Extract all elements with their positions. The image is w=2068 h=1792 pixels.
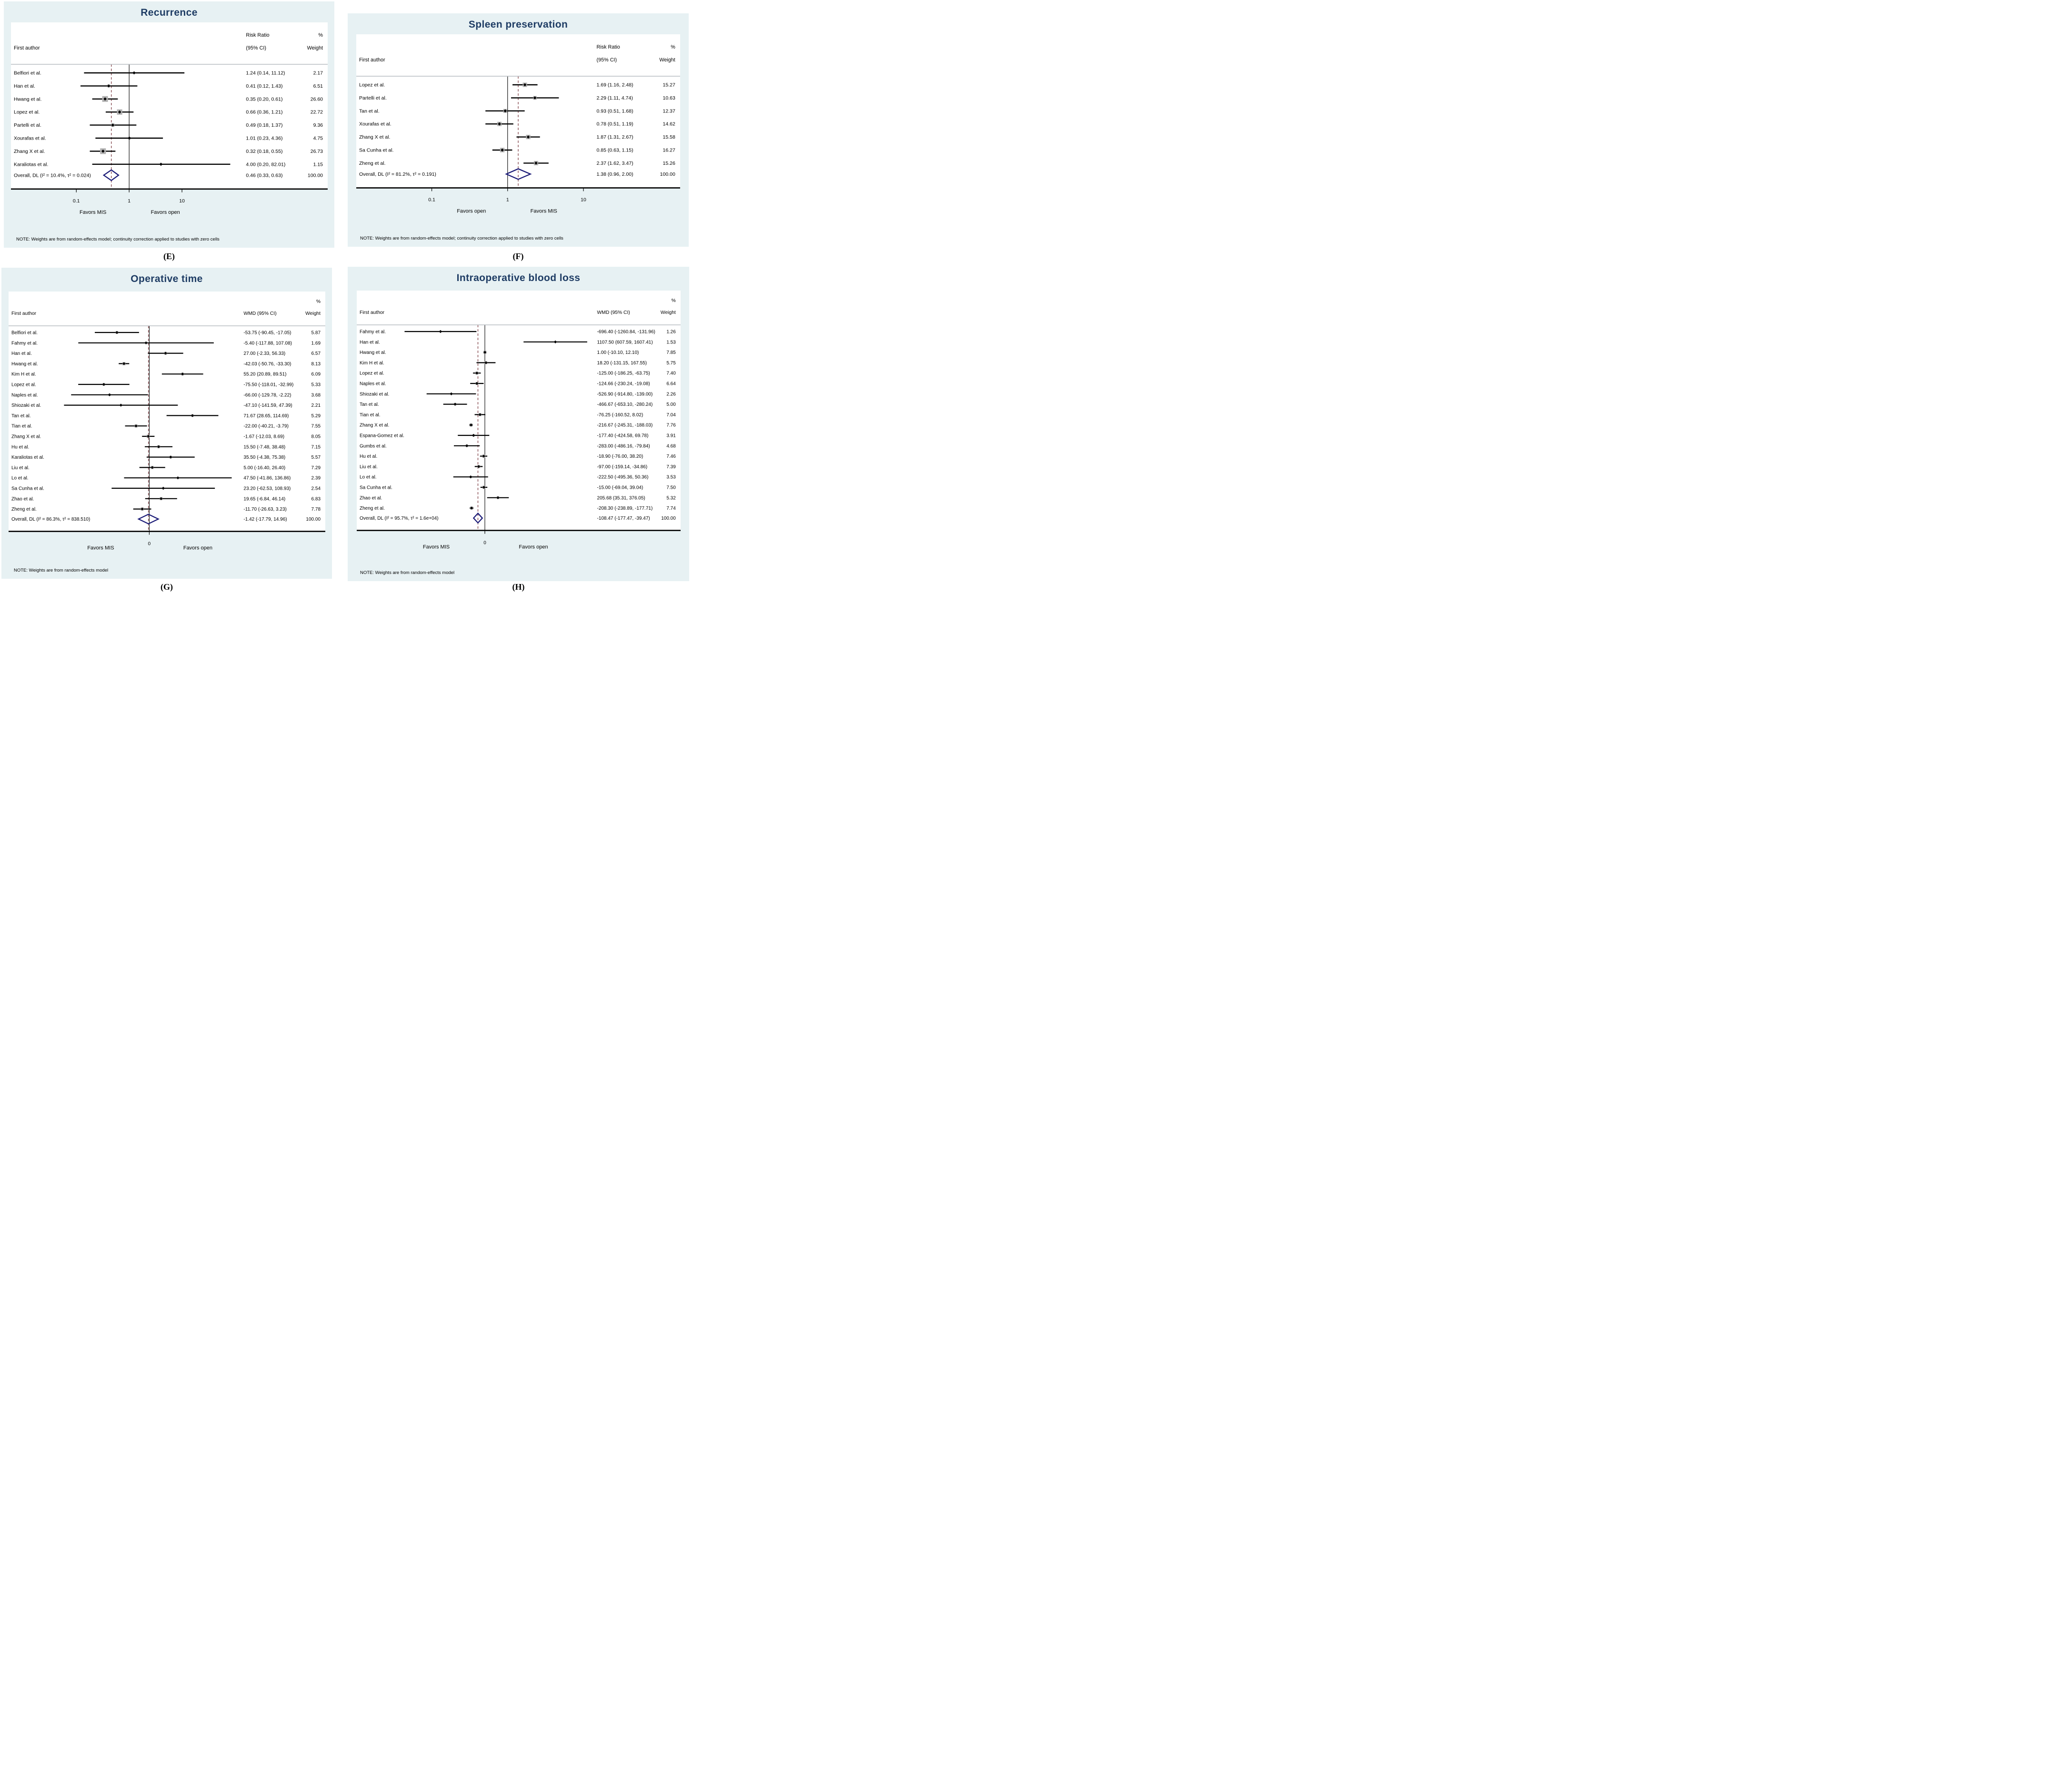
study-ci-text: 0.66 (0.36, 1.21) [245,109,282,115]
plot-background [357,291,681,531]
overall-label: Overall, DL (I² = 95.7%, τ² = 1.6e+04) [359,516,439,522]
header-effect-line2: (95% CI) [245,45,266,51]
overall-weight: 100.00 [307,172,323,179]
study-weight: 8.13 [311,361,321,367]
overall-ci-text: -1.42 (-17.79, 14.96) [243,517,287,523]
study-author: Fahmy et al. [11,341,38,346]
favors-right-label: Favors open [151,209,180,215]
study-weight: 14.62 [663,121,675,127]
overall-weight: 100.00 [305,517,321,523]
panel-recurrence [4,1,334,248]
study-ci-text: -208.30 (-238.89, -177.71) [597,506,653,512]
study-author: Liu et al. [11,465,30,471]
header-effect-line1: Risk Ratio [245,32,270,38]
study-author: Xourafas et al. [359,121,392,127]
panel-spleen-preservation [348,13,689,247]
study-author: Sa Cunha et al. [359,147,394,153]
study-ci-text: 1107.50 (607.59, 1607.41) [597,340,653,345]
study-author: Tan et al. [11,413,31,419]
study-weight: 22.72 [310,109,323,115]
study-ci-text: 4.00 (0.20, 82.01) [245,161,285,168]
favors-right-label: Favors MIS [530,208,557,214]
study-weight: 5.29 [311,413,321,419]
study-ci-text: -47.10 (-141.59, 47.39) [243,403,292,409]
study-weight: 4.75 [313,135,323,141]
study-author: Fahmy et al. [359,329,386,335]
x-axis-tick-label: 0 [483,540,486,546]
header-weight: Weight [305,311,321,316]
study-weight: 2.17 [313,70,323,76]
study-ci-text: -42.03 (-50.76, -33.30) [243,361,291,367]
study-ci-text: 18.20 (-131.15, 167.55) [597,360,647,366]
study-author: Hu et al. [359,454,377,460]
panel-title-recurrence: Recurrence [141,7,198,18]
study-weight: 1.26 [666,329,676,335]
study-author: Kim H et al. [359,360,384,366]
overall-weight: 100.00 [660,171,675,177]
x-axis-tick-label: 1 [506,197,509,203]
study-weight: 26.73 [310,148,323,154]
study-ci-text: -216.67 (-245.31, -188.03) [597,423,653,428]
study-ci-text: 0.85 (0.63, 1.15) [596,147,633,153]
favors-left-label: Favors MIS [79,209,106,215]
study-author: Liu et al. [359,464,378,470]
study-author: Zheng et al. [359,506,385,512]
study-ci-text: -76.25 (-160.52, 8.02) [597,412,643,418]
study-author: Zhang X et al. [13,148,45,154]
study-ci-text: -5.40 (-117.88, 107.08) [243,341,292,346]
study-author: Zheng et al. [359,160,386,166]
study-ci-text: -283.00 (-486.16, -79.84) [597,443,650,449]
study-author: Lo et al. [11,475,29,481]
study-ci-text: -97.00 (-159.14, -34.86) [597,464,647,470]
study-ci-text: 15.50 (-7.48, 38.48) [243,444,285,450]
study-weight: 16.27 [663,147,675,153]
panel-operative-time [1,268,332,579]
study-weight: 8.05 [311,434,321,440]
study-ci-text: 205.68 (35.31, 376.05) [597,495,645,501]
favors-left-label: Favors MIS [422,544,450,550]
overall-weight: 100.00 [661,516,676,522]
study-weight: 6.09 [311,372,321,377]
study-author: Zhao et al. [359,495,382,501]
study-ci-text: 1.69 (1.16, 2.48) [596,82,633,88]
study-ci-text: 23.20 (-62.53, 108.93) [243,486,291,492]
study-author: Sa Cunha et al. [359,485,392,491]
header-effect-line2: WMD (95% CI) [243,311,277,316]
study-weight: 2.26 [666,392,676,397]
forest-plot-recurrence [11,22,328,216]
study-weight: 7.04 [666,412,676,418]
study-author: Tian et al. [11,423,32,429]
header-first-author: First author [359,310,384,315]
study-ci-text: -696.40 (-1260.84, -131.96) [597,329,655,335]
study-ci-text: 1.87 (1.31, 2.67) [596,134,633,141]
study-weight: 2.39 [311,475,321,481]
study-weight: 3.91 [666,433,676,439]
panel-note: NOTE: Weights are from random-effects model [360,570,455,575]
study-ci-text: -124.66 (-230.24, -19.08) [597,381,650,387]
study-ci-text: -177.40 (-424.58, 69.78) [597,433,648,439]
study-author: Naples et al. [359,381,386,387]
header-first-author: First author [11,311,36,316]
study-weight: 7.15 [311,444,321,450]
study-author: Belfiori et al. [11,330,38,336]
study-weight: 7.39 [666,464,676,470]
study-weight: 5.75 [666,360,676,366]
study-weight: 7.46 [666,454,676,460]
study-ci-text: -15.00 (-69.04, 39.04) [597,485,643,491]
study-ci-text: 0.32 (0.18, 0.55) [245,148,282,154]
study-author: Partelli et al. [359,95,387,101]
panel-note: NOTE: Weights are from random-effects model; continuity correction applied to studies with zero cells [360,236,563,241]
x-axis-tick-label: 0 [148,541,151,547]
study-weight: 3.68 [311,393,321,398]
overall-label: Overall, DL (I² = 10.4%, τ² = 0.024) [13,172,91,179]
forest-plot-operative-time [9,292,325,552]
study-ci-text: 2.29 (1.11, 4.74) [596,95,633,101]
panel-note: NOTE: Weights are from random-effects model; continuity correction applied to studies with zero cells [16,237,220,242]
study-weight: 7.85 [666,350,676,356]
study-weight: 5.87 [311,330,321,336]
panel-note: NOTE: Weights are from random-effects model [14,568,109,573]
study-weight: 5.00 [666,402,676,408]
x-axis-tick-label: 0.1 [72,198,80,204]
study-weight: 2.54 [311,486,321,492]
study-weight: 5.32 [666,495,676,501]
x-axis-tick-label: 10 [581,197,586,203]
study-weight: 1.53 [666,340,676,345]
header-effect-line2: (95% CI) [596,57,617,63]
study-ci-text: -222.50 (-495.36, 50.36) [597,474,648,480]
study-ci-text: 2.37 (1.62, 3.47) [596,160,633,166]
study-author: Belfiori et al. [13,70,41,76]
study-ci-text: -125.00 (-186.25, -63.75) [597,371,650,376]
study-author: Hu et al. [11,444,29,450]
study-weight: 7.78 [311,507,321,513]
figure-forest-plots [0,0,690,597]
header-weight: Weight [307,45,323,51]
x-axis-tick-label: 0.1 [428,197,435,203]
header-percent: % [671,44,675,50]
header-weight: Weight [659,57,675,63]
study-ci-text: 1.01 (0.23, 4.36) [245,135,282,141]
study-author: Xourafas et al. [13,135,46,141]
study-ci-text: -466.67 (-653.10, -280.24) [597,402,653,408]
study-author: Hwang et al. [359,350,386,356]
study-ci-text: 0.35 (0.20, 0.61) [245,96,282,102]
study-weight: 5.33 [311,382,321,388]
study-ci-text: 0.93 (0.51, 1.68) [596,108,633,114]
study-author: Karaliotas et al. [13,161,48,168]
header-weight: Weight [660,310,676,315]
header-first-author: First author [13,45,40,51]
study-ci-text: -53.75 (-90.45, -17.05) [243,330,291,336]
study-author: Naples et al. [11,393,38,398]
study-author: Zhang X et al. [11,434,41,440]
panel-title-operative-time: Operative time [131,273,203,284]
figure-label-g: (G) [161,582,173,592]
overall-label: Overall, DL (I² = 86.3%, τ² = 838.510) [11,517,90,523]
study-weight: 7.29 [311,465,321,471]
favors-right-label: Favors open [518,544,548,550]
panel-intraoperative-blood-loss [348,267,689,581]
study-author: Espana-Gomez et al. [359,433,404,439]
favors-left-label: Favors open [457,208,486,214]
study-ci-text: 27.00 (-2.33, 56.33) [243,351,285,357]
study-weight: 15.26 [663,160,675,166]
study-ci-text: 5.00 (-16.40, 26.40) [243,465,285,471]
overall-ci-text: 0.46 (0.33, 0.63) [245,172,282,179]
study-ci-text: 19.65 (-6.84, 46.14) [243,496,285,502]
study-weight: 4.68 [666,443,676,449]
panel-title-spleen-preservation: Spleen preservation [468,19,568,30]
forest-plot-intraoperative-blood-loss [357,291,681,551]
figure-label-h: (H) [512,582,525,592]
favors-left-label: Favors MIS [87,545,114,551]
study-ci-text: 0.41 (0.12, 1.43) [245,83,282,89]
study-ci-text: 0.49 (0.18, 1.37) [245,122,282,129]
study-weight: 15.27 [663,82,675,88]
header-percent: % [316,299,321,304]
study-author: Tan et al. [359,402,379,408]
study-ci-text: -22.00 (-40.21, -3.79) [243,423,289,429]
study-author: Kim H et al. [11,372,36,377]
study-author: Tian et al. [359,412,381,418]
header-percent: % [318,32,323,38]
study-weight: 10.63 [663,95,675,101]
study-author: Zhang X et al. [359,423,389,428]
study-author: Karaliotas et al. [11,455,44,461]
study-weight: 1.69 [311,341,321,346]
study-weight: 26.60 [310,96,323,102]
study-weight: 5.57 [311,455,321,461]
study-weight: 6.64 [666,381,676,387]
header-effect-line1: Risk Ratio [596,44,620,50]
study-author: Hwang et al. [11,361,38,367]
study-author: Lopez et al. [359,82,385,88]
study-ci-text: -11.70 (-26.63, 3.23) [243,507,287,513]
forest-plot-spleen-preservation [356,34,680,214]
header-first-author: First author [359,57,385,63]
study-weight: 7.50 [666,485,676,491]
study-weight: 7.55 [311,423,321,429]
study-weight: 2.21 [311,403,321,409]
study-weight: 12.37 [663,108,675,114]
study-author: Zhao et al. [11,496,34,502]
study-weight: 7.74 [666,506,676,512]
study-author: Tan et al. [359,108,380,114]
study-weight: 15.58 [663,134,675,141]
study-ci-text: 1.00 (-10.10, 12.10) [597,350,639,356]
study-author: Lo et al. [359,474,377,480]
plot-background [9,292,325,532]
study-author: Lopez et al. [11,382,36,388]
study-ci-text: -75.50 (-118.01, -32.99) [243,382,293,388]
panel-title-intraoperative-blood-loss: Intraoperative blood loss [456,272,581,283]
study-author: Hwang et al. [13,96,41,102]
study-author: Gumbs et al. [359,443,387,449]
study-ci-text: 1.24 (0.14, 11.12) [245,70,285,76]
x-axis-tick-label: 10 [179,198,185,204]
study-weight: 7.76 [666,423,676,428]
study-weight: 6.51 [313,83,323,89]
study-ci-text: 35.50 (-4.38, 75.38) [243,455,285,461]
study-author: Partelli et al. [13,122,41,129]
study-ci-text: 55.20 (20.89, 89.51) [243,372,287,377]
x-axis-tick-label: 1 [127,198,131,204]
study-weight: 3.53 [666,474,676,480]
overall-ci-text: -108.47 (-177.47, -39.47) [597,516,650,522]
favors-right-label: Favors open [183,545,212,551]
study-author: Han et al. [11,351,32,357]
study-ci-text: -526.90 (-914.80, -139.00) [597,392,653,397]
study-weight: 6.83 [311,496,321,502]
study-author: Lopez et al. [359,371,384,376]
study-ci-text: -1.67 (-12.03, 8.69) [243,434,284,440]
figure-label-f: (F) [512,252,524,261]
study-ci-text: -18.90 (-76.00, 38.20) [597,454,643,460]
study-author: Shiozaki et al. [11,403,41,409]
header-percent: % [671,298,676,303]
study-author: Shiozaki et al. [359,392,389,397]
study-weight: 6.57 [311,351,321,357]
study-author: Sa Cunha et al. [11,486,44,492]
header-effect-line2: WMD (95% CI) [597,310,630,315]
study-weight: 9.36 [313,122,323,129]
study-author: Han et al. [13,83,35,89]
study-weight: 7.40 [666,371,676,376]
study-author: Zheng et al. [11,507,37,513]
study-ci-text: 47.50 (-41.86, 136.86) [243,475,291,481]
overall-ci-text: 1.38 (0.96, 2.00) [596,171,633,177]
study-author: Han et al. [359,340,380,345]
study-ci-text: 0.78 (0.51, 1.19) [596,121,633,127]
study-weight: 1.15 [313,161,323,168]
figure-label-e: (E) [163,252,175,261]
study-author: Zhang X et al. [359,134,391,141]
study-author: Lopez et al. [13,109,40,115]
overall-label: Overall, DL (I² = 81.2%, τ² = 0.191) [359,171,436,177]
study-ci-text: 71.67 (28.65, 114.69) [243,413,289,419]
study-ci-text: -66.00 (-129.78, -2.22) [243,393,291,398]
